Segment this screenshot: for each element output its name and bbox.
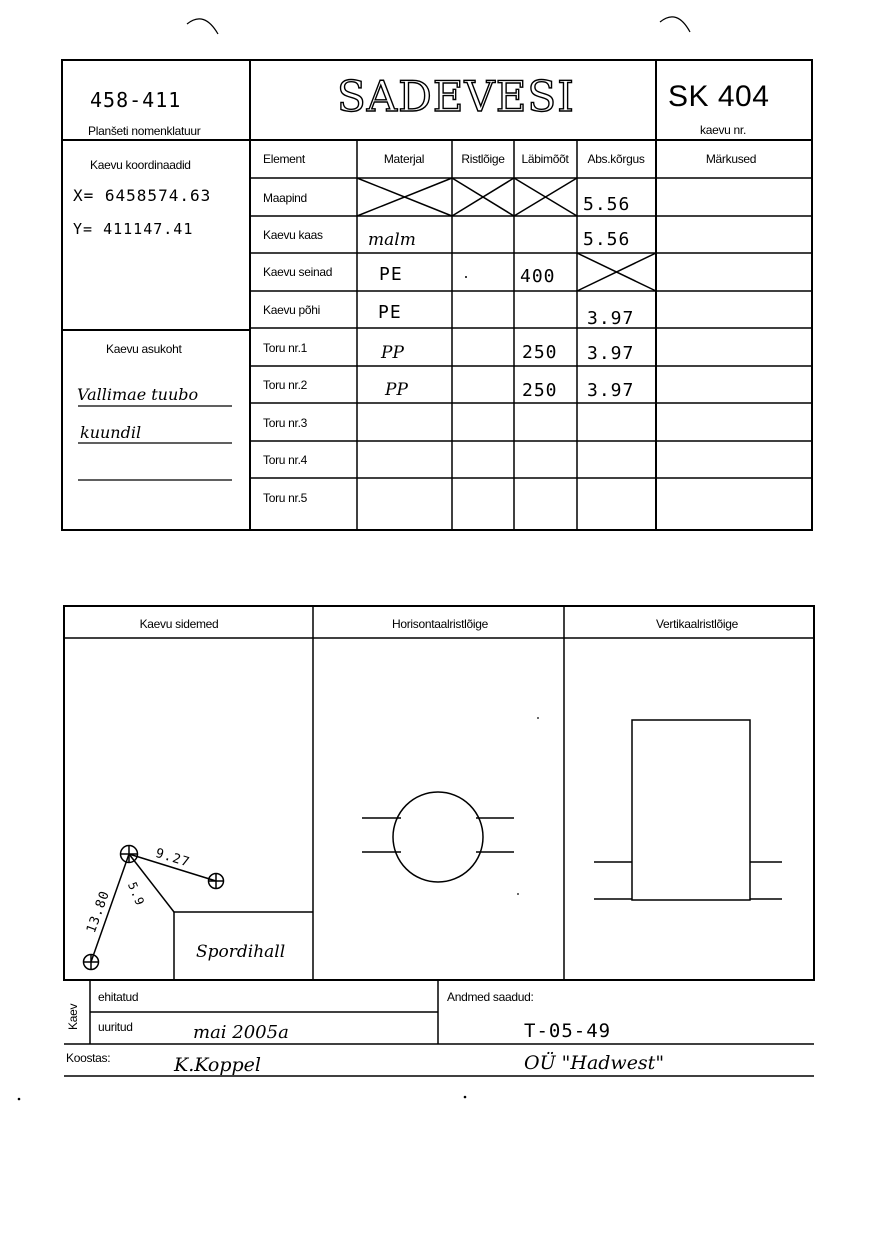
material-value: PP [385,380,408,400]
table-row-label: Kaevu põhi [263,303,321,317]
col-header-notes: Märkused [705,152,757,166]
data-value: T-05-49 [524,1020,612,1042]
table-row-label: Toru nr.4 [263,453,307,467]
coord-y: Y= 411147.41 [73,220,194,238]
sheet-number: 458-411 [90,88,182,112]
survey-point-icon [84,955,99,970]
abs-height-value: 5.56 [583,229,631,250]
punch-hole-mark-left [187,19,218,34]
diameter-value: 400 [520,266,556,287]
table-row-label: Maapind [263,191,307,205]
panel-title-vertical: Vertikaalristlõige [656,617,738,631]
diameter-value: 250 [522,342,558,363]
panel-title-ties: Kaevu sidemed [139,617,219,631]
building-label: Spordihall [196,942,286,962]
page-title: SADEVESI [337,72,575,121]
survey-point-icon [121,846,138,863]
table-row-label: Toru nr.5 [263,491,307,505]
location-line-2: kuundil [80,423,142,442]
material-value: PP [381,343,404,363]
col-header-diameter: Läbimõõt [521,152,569,166]
col-header-section: Ristlõige [461,152,505,166]
col-header-material: Materjal [383,152,425,166]
compiled-value: K.Koppel [174,1054,262,1076]
table-row-label: Kaevu seinad [263,265,333,279]
data-label: Andmed saadud: [447,990,534,1004]
tie-distance: 5.9 [125,880,148,909]
punch-hole-mark-right [660,17,690,32]
location-line-1: Vallimae tuubo [77,385,199,404]
table-row-label: Kaevu kaas [263,228,323,242]
well-vertical-section [632,720,750,900]
well-caption: kaevu nr. [700,123,746,137]
compiled-label: Koostas: [66,1051,111,1065]
coord-x: X= 6458574.63 [73,186,212,205]
col-header-element: Element [263,152,305,166]
location-caption: Kaevu asukoht [106,342,182,356]
survey-point-icon [209,874,224,889]
sheet-caption: Planšeti nomenklatuur [88,124,201,138]
tie-distance: 9.27 [153,846,192,871]
panel-title-horizontal: Horisontaalristlõige [391,617,489,631]
abs-height-value: 3.97 [587,308,635,329]
material-value: malm [368,230,416,250]
material-value: PE [378,302,402,323]
renewed-label: uuritud [98,1020,133,1034]
col-header-abs-height: Abs.kõrgus [587,152,645,166]
table-row-label: Toru nr.3 [263,416,307,430]
table-row-label: Toru nr.2 [263,378,307,392]
company-value: OÜ "Hadwest" [524,1052,665,1074]
table-row-label: Toru nr.1 [263,341,307,355]
well-horizontal-section [393,792,483,882]
diameter-value: 250 [522,380,558,401]
bottom-form-border [64,606,814,980]
material-value: PE [379,264,403,285]
tie-distance: 13.80 [84,888,114,936]
footer-side-label: Kaev [66,1003,80,1030]
abs-height-value: 3.97 [587,380,635,401]
renewed-value: mai 2005a [193,1022,289,1043]
well-number: SK 404 [668,80,770,113]
abs-height-value: 3.97 [587,343,635,364]
coords-caption: Kaevu koordinaadid [90,158,191,172]
built-label: ehitatud [98,990,139,1004]
abs-height-value: 5.56 [583,194,631,215]
